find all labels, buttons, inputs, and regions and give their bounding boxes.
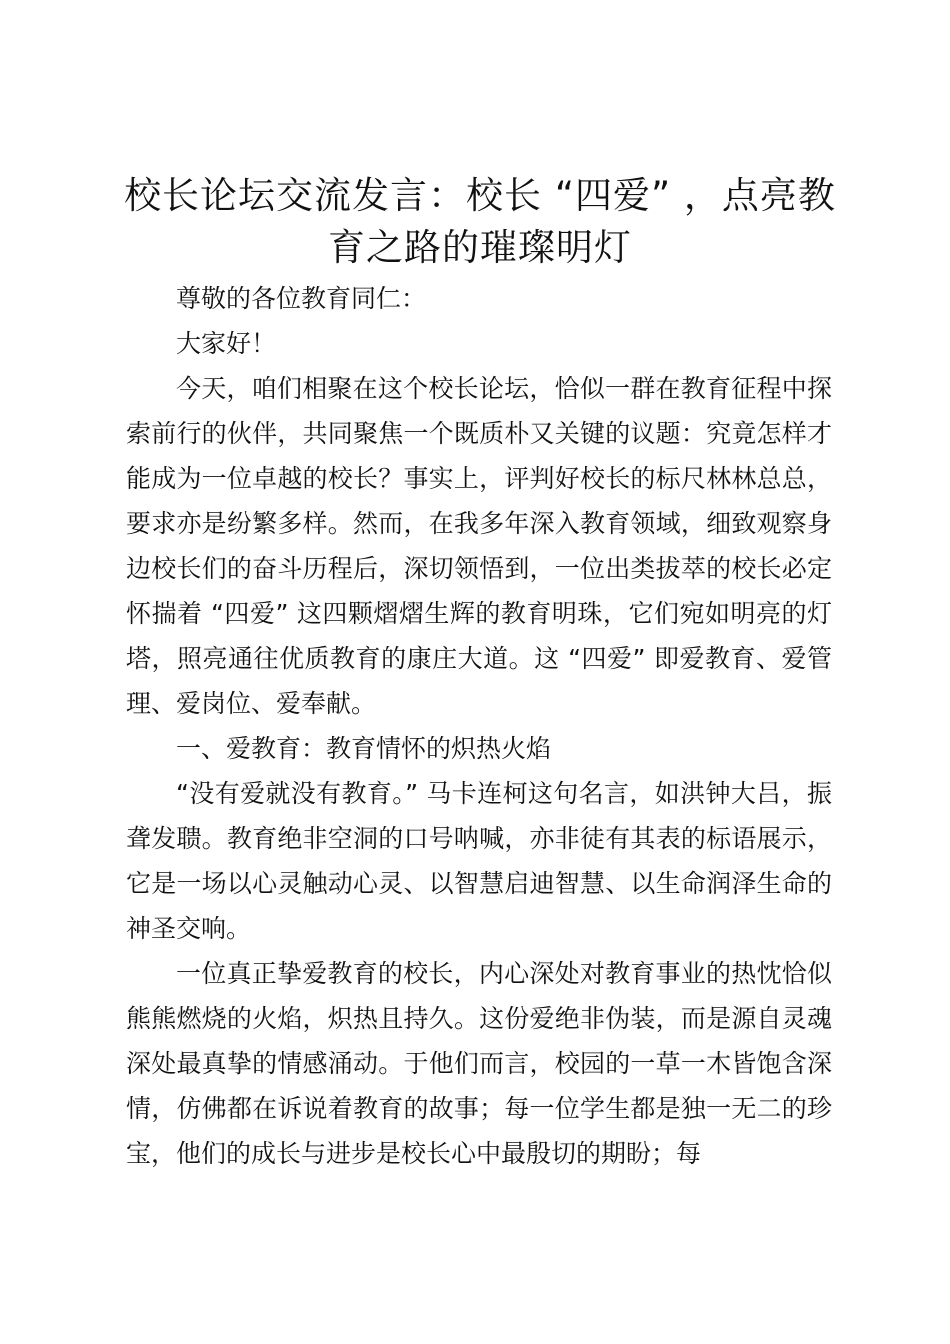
intro-paragraph: 今天，咱们相聚在这个校长论坛，恰似一群在教育征程中探索前行的伙伴，共同聚焦一个既质朴又关键的议题：究竟怎样才能成为一位卓越的校长？事实上，评判好校长的标尺林林总总，要求亦是纷繁多样。然而，在我多年深入教育领域，细致观察身边校长们的奋斗历程后，深切领悟到，一位出类拔萃的校长必定怀揣着 “四爱” 这四颗熠熠生辉的教育明珠，它们宛如明亮的灯塔，照亮通往优质教育的康庄大道。这 “四爱” 即爱教育、爱管理、爱岗位、爱奉献。 — [126, 374, 832, 718]
quote-paragraph: “没有爱就没有教育。” 马卡连柯这句名言，如洪钟大吕，振聋发聩。教育绝非空洞的口号呐喊，亦非徒有其表的标语展示，它是一场以心灵触动心灵、以智慧启迪智慧、以生命润泽生命的神圣交响。 — [126, 779, 832, 943]
section-heading: 一、爱教育：教育情怀的炽热火焰 — [176, 734, 552, 763]
document-title: 校长论坛交流发言：校长 “四爱” ，点亮教育之路的璀璨明灯 — [124, 174, 836, 269]
salutation-paragraph: 尊敬的各位教育同仁： — [176, 284, 427, 313]
body-paragraph: 一位真正挚爱教育的校长，内心深处对教育事业的热忱恰似熊熊燃烧的火焰，炽热且持久。这份爱绝非伪装，而是源自灵魂深处最真挚的情感涌动。于他们而言，校园的一草一木皆饱含深情，仿佛都在诉说着教育的故事；每一位学生都是独一无二的珍宝，他们的成长与进步是校长心中最殷切的期盼；每 — [126, 959, 832, 1168]
greeting-paragraph: 大家好！ — [176, 329, 277, 358]
document-body — [126, 276, 832, 1176]
